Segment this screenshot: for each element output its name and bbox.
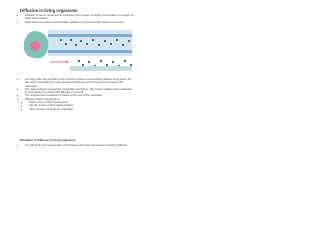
lower-band xyxy=(70,66,132,71)
diffusion-diagram xyxy=(20,22,132,74)
list-item: • For living cells, the principle of the movement down a concentration gradient is the same, but the cell is surrounded by a cell membrane which can restrict the free movement of the molecules xyxy=(25,78,134,88)
document-page xyxy=(0,0,149,198)
list-item: • The simplest sort of selection is based on the size of the molecules xyxy=(25,94,134,97)
list-item: • Diffusion is the net movement of molecules from a region of higher concentration to a region of lower concentration xyxy=(25,14,134,21)
list-item: • You will need to know examples of substances that move into and out of cells by diffusion xyxy=(25,144,134,147)
examples-heading: Examples of diffusion in living organisms xyxy=(20,138,76,142)
page-title: Diffusion in living organisms xyxy=(20,8,78,13)
membrane-top xyxy=(48,34,132,37)
list-item: • Get rid of many of their waste products xyxy=(29,104,134,107)
list-item: • Diffusion helps living things to: xyxy=(25,98,134,101)
list-item: • Carry out gas exchange for respiration xyxy=(29,108,134,111)
body-list xyxy=(22,78,134,111)
list-item: • Molecules move down a concentration gradient, as a result of their random movement xyxy=(25,21,134,24)
list-item: • Obtain many of their requirements xyxy=(29,101,134,104)
list-item: • The cell membrane is a partially permeable membrane - this means it allows some molecules to cross easily, but others with difficulty or not at all xyxy=(25,88,134,95)
arrow-head xyxy=(66,61,69,64)
membrane-bottom xyxy=(48,50,132,53)
cell-nucleus xyxy=(30,41,40,51)
examples-list xyxy=(22,144,134,147)
